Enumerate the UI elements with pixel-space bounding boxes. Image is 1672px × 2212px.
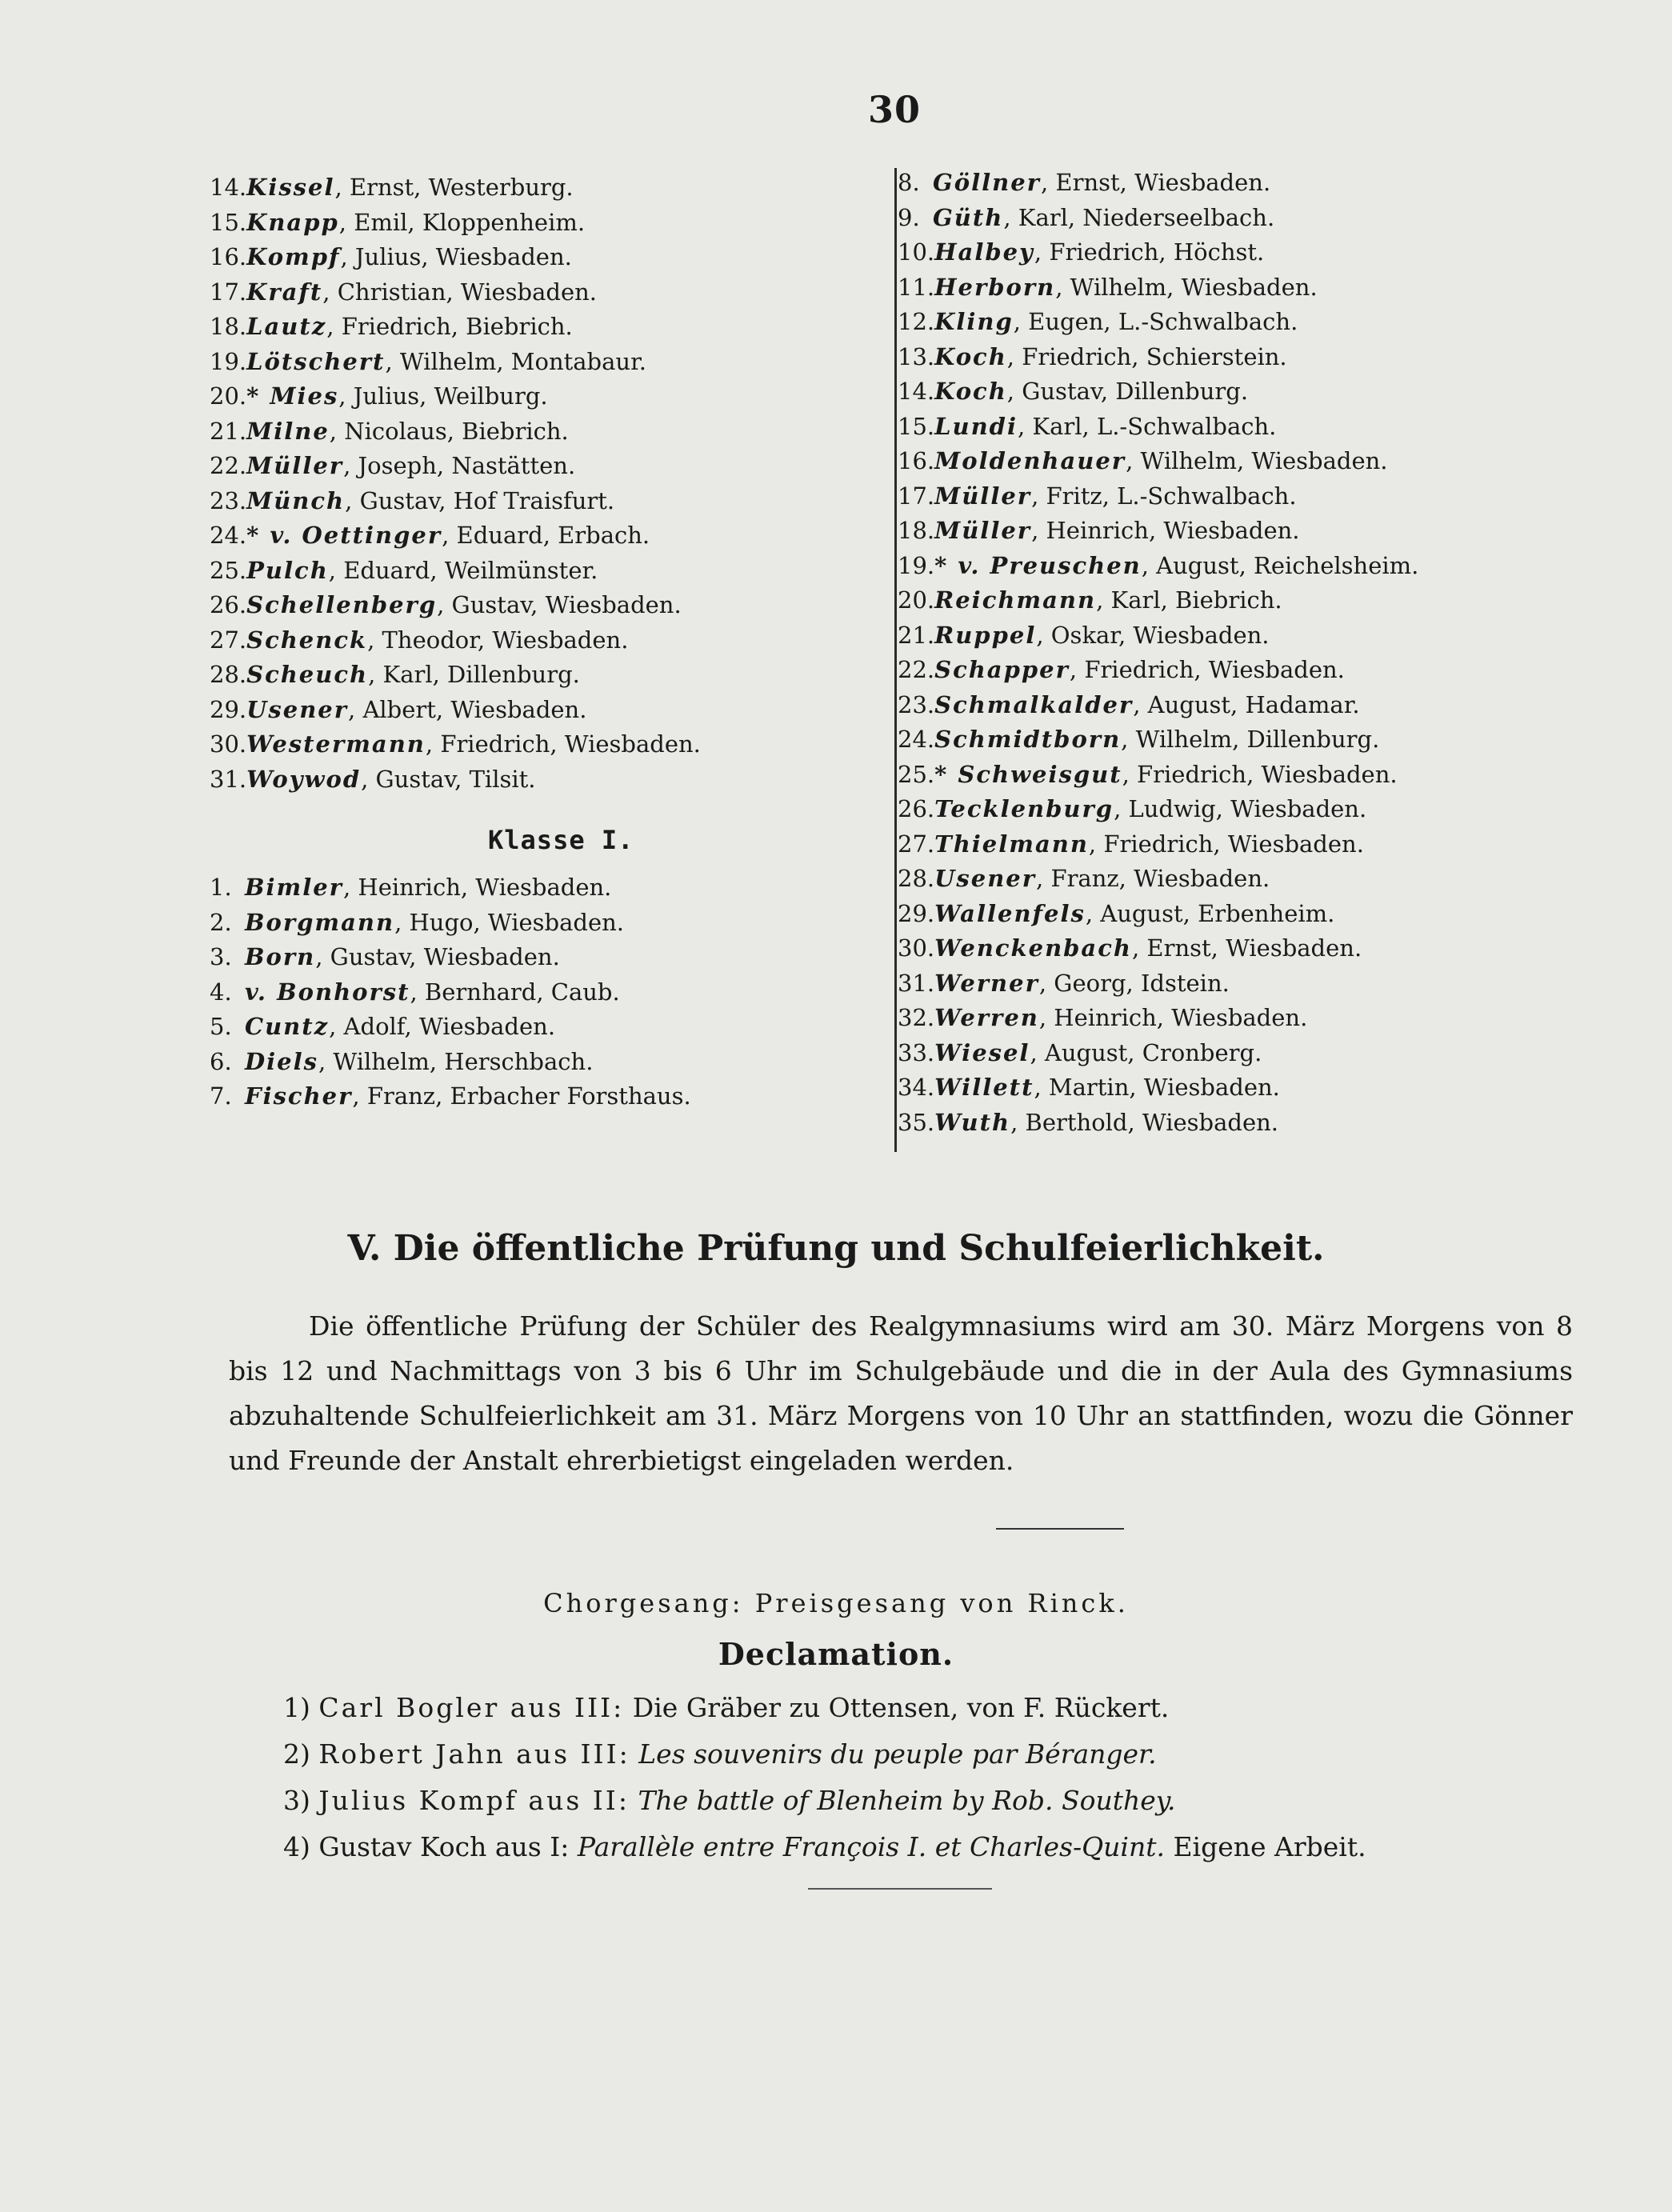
section-title: V. Die öffentliche Prüfung und Schulfeierlichkeit. xyxy=(347,1228,1325,1269)
student-entry: 32.Werren, Heinrich, Wiesbaden. xyxy=(898,1004,1308,1031)
student-entry: 14.Koch, Gustav, Dillenburg. xyxy=(898,378,1249,405)
student-entry: 30.Wenckenbach, Ernst, Wiesbaden. xyxy=(898,934,1362,962)
klasse-heading: Klasse I. xyxy=(488,825,634,855)
student-entry: 24.* v. Oettinger, Eduard, Erbach. xyxy=(210,522,650,549)
student-list-top xyxy=(210,170,898,797)
left-column xyxy=(210,170,898,1114)
student-entry: 3. Born, Gustav, Wiesbaden. xyxy=(210,943,560,970)
student-entry: 4. v. Bonhorst, Bernhard, Caub. xyxy=(210,978,620,1006)
student-entry: 28.Usener, Franz, Wiesbaden. xyxy=(898,865,1270,892)
student-entry: 27.Schenck, Theodor, Wiesbaden. xyxy=(210,626,629,654)
student-entry: 23.Schmalkalder, August, Hadamar. xyxy=(898,690,1360,718)
student-entry: 8. Göllner, Ernst, Wiesbaden. xyxy=(898,169,1271,196)
student-entry: 14.Kissel, Ernst, Westerburg. xyxy=(210,174,574,201)
student-entry: 23.Münch, Gustav, Hof Traisfurt. xyxy=(210,486,615,514)
student-entry: 5. Cuntz, Adolf, Wiesbaden. xyxy=(210,1013,556,1040)
declamation-item: 3) Julius Kompf aus II: The battle of Blenheim by Rob. Southey. xyxy=(283,1785,1176,1816)
student-entry: 7. Fischer, Franz, Erbacher Forsthaus. xyxy=(210,1082,691,1110)
student-entry: 15.Knapp, Emil, Kloppenheim. xyxy=(210,208,586,236)
page-number: 30 xyxy=(868,88,922,131)
student-entry: 21.Milne, Nicolaus, Biebrich. xyxy=(210,417,569,445)
student-entry: 22.Müller, Joseph, Nastätten. xyxy=(210,452,576,479)
student-entry: 26.Schellenberg, Gustav, Wiesbaden. xyxy=(210,591,682,618)
student-entry: 16.Moldenhauer, Wilhelm, Wiesbaden. xyxy=(898,447,1388,474)
student-entry: 6. Diels, Wilhelm, Herschbach. xyxy=(210,1047,594,1075)
student-entry: 33.Wiesel, August, Cronberg. xyxy=(898,1038,1262,1066)
student-entry: 25.* Schweisgut, Friedrich, Wiesbaden. xyxy=(898,760,1398,788)
student-entry: 20.Reichmann, Karl, Biebrich. xyxy=(898,586,1282,614)
chorgesang-line: Chorgesang: Preisgesang von Rinck. xyxy=(543,1588,1129,1618)
separator-rule xyxy=(996,1528,1124,1530)
end-rule xyxy=(808,1888,992,1890)
exam-announcement-paragraph xyxy=(229,1304,1573,1483)
right-column xyxy=(898,166,1506,1140)
student-entry: 29.Wallenfels, August, Erbenheim. xyxy=(898,899,1335,927)
student-entry: 29.Usener, Albert, Wiesbaden. xyxy=(210,695,587,723)
student-entry: 31.Werner, Georg, Idstein. xyxy=(898,969,1230,997)
student-entry: 18.Lautz, Friedrich, Biebrich. xyxy=(210,313,573,340)
declamation-item: 4) Gustav Koch aus I: Parallèle entre François I. et Charles-Quint. Eigene Arbeit. xyxy=(283,1831,1366,1862)
student-entry: 17.Müller, Fritz, L.-Schwalbach. xyxy=(898,482,1297,510)
student-entry: 28.Scheuch, Karl, Dillenburg. xyxy=(210,661,580,688)
student-entry: 26.Tecklenburg, Ludwig, Wiesbaden. xyxy=(898,795,1367,822)
student-entry: 12.Kling, Eugen, L.-Schwalbach. xyxy=(898,308,1298,335)
student-entry: 31.Woywod, Gustav, Tilsit. xyxy=(210,765,536,793)
student-entry: 11.Herborn, Wilhelm, Wiesbaden. xyxy=(898,273,1318,301)
student-entry: 10.Halbey, Friedrich, Höchst. xyxy=(898,238,1265,266)
student-entry: 27.Thielmann, Friedrich, Wiesbaden. xyxy=(898,830,1364,858)
student-entry: 25.Pulch, Eduard, Weilmünster. xyxy=(210,556,598,584)
declamation-item: 1) Carl Bogler aus III: Die Gräber zu Ottensen, von F. Rückert. xyxy=(283,1692,1170,1723)
student-entry: 18.Müller, Heinrich, Wiesbaden. xyxy=(898,517,1300,544)
declamation-list xyxy=(283,1685,1643,1870)
paragraph-text: Die öffentliche Prüfung der Schüler des Realgymnasiums wird am 30. März Morgens von 8 bis 12 und Nachmittags von 3 bis 6 Uhr im Schulgebäude und die in der Aula des Gymnasiums abzuhaltende Schulfeierlichkeit am 31. März Morgens von 10 Uhr an stattfinden, wozu die Gönner und Freunde der Anstalt ehrerbietigst eingeladen werden. xyxy=(229,1310,1573,1476)
student-entry: 1. Bimler, Heinrich, Wiesbaden. xyxy=(210,874,612,901)
student-entry: 17.Kraft, Christian, Wiesbaden. xyxy=(210,278,598,306)
student-entry: 13.Koch, Friedrich, Schierstein. xyxy=(898,342,1287,370)
student-entry: 22.Schapper, Friedrich, Wiesbaden. xyxy=(898,656,1345,683)
student-entry: 34.Willett, Martin, Wiesbaden. xyxy=(898,1074,1280,1101)
student-entry: 21.Ruppel, Oskar, Wiesbaden. xyxy=(898,621,1270,649)
declamation-item: 2) Robert Jahn aus III: Les souvenirs du peuple par Béranger. xyxy=(283,1738,1157,1770)
student-entry: 30.Westermann, Friedrich, Wiesbaden. xyxy=(210,730,701,758)
declamation-heading: Declamation. xyxy=(718,1636,954,1672)
student-entry: 16.Kompf, Julius, Wiesbaden. xyxy=(210,243,572,270)
student-entry: 24.Schmidtborn, Wilhelm, Dillenburg. xyxy=(898,726,1380,753)
student-entry: 9. Güth, Karl, Niederseelbach. xyxy=(898,203,1275,231)
student-list-bottom xyxy=(210,870,898,1114)
student-entry: 35.Wuth, Berthold, Wiesbaden. xyxy=(898,1108,1279,1136)
student-entry: 2. Borgmann, Hugo, Wiesbaden. xyxy=(210,908,625,936)
student-entry: 20.* Mies, Julius, Weilburg. xyxy=(210,382,548,410)
student-entry: 19.Lötschert, Wilhelm, Montabaur. xyxy=(210,347,646,375)
student-entry: 19.* v. Preuschen, August, Reichelsheim. xyxy=(898,551,1419,579)
student-entry: 15.Lundi, Karl, L.-Schwalbach. xyxy=(898,412,1277,440)
